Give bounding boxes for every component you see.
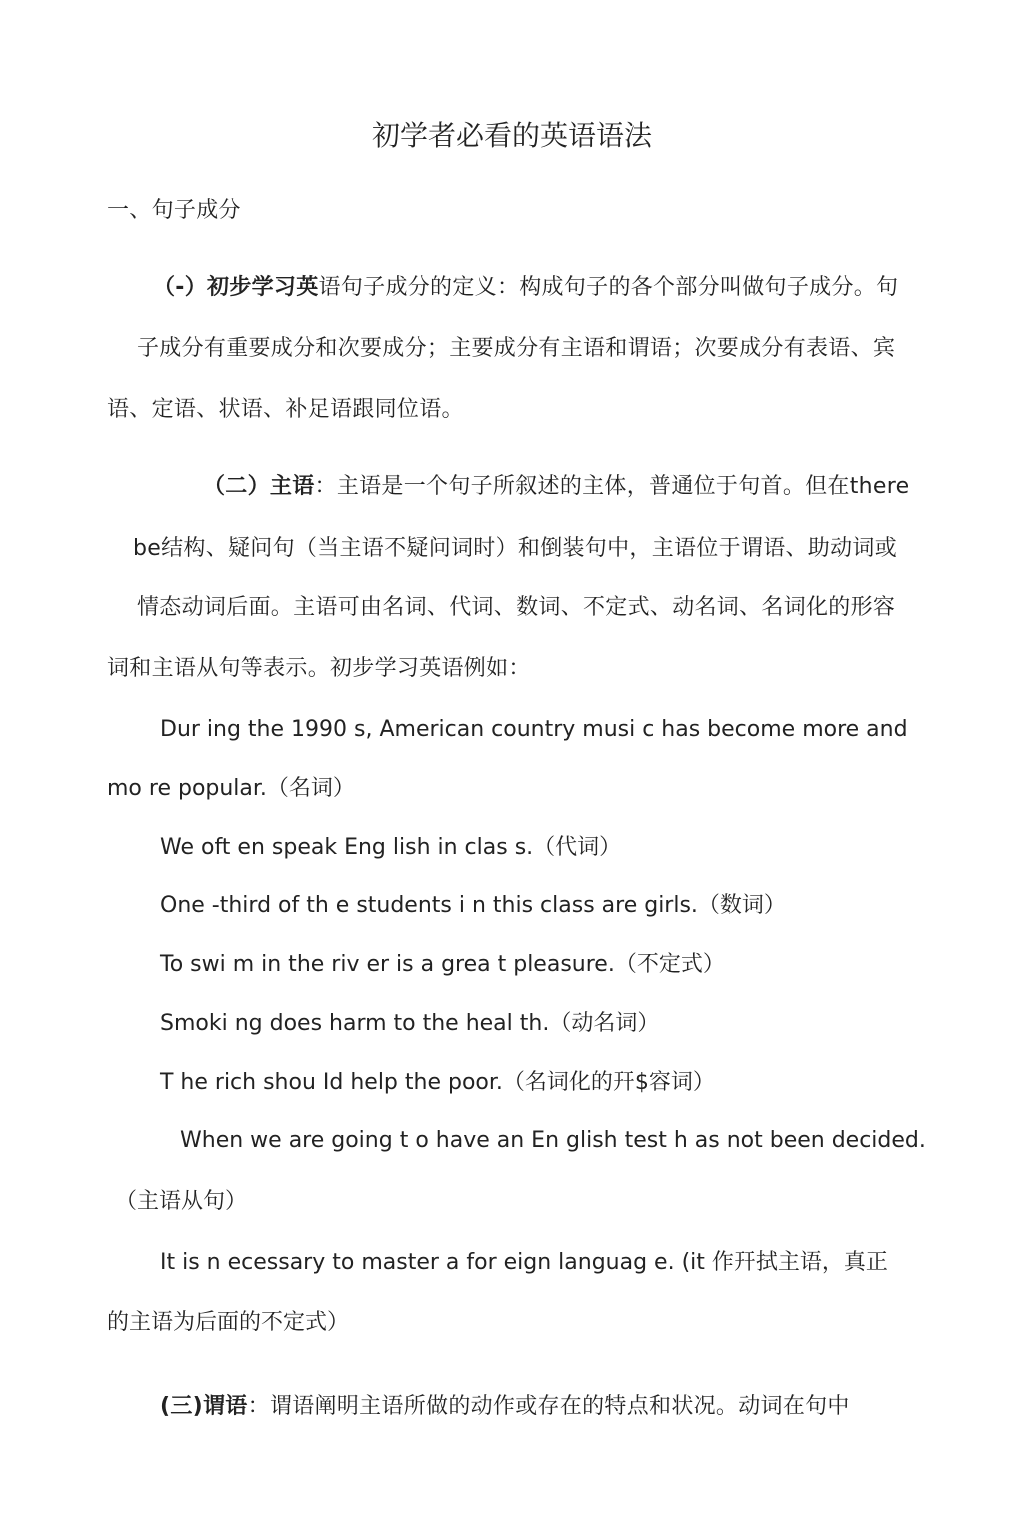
paragraph-1-line-2: 子成分有重要成分和次要成分；主要成分有主语和谓语；次要成分有表语、宾 [137,336,896,361]
paragraph-2-line-2: be结构、疑问句（当主语不疑问词时）和倒装句中，主语位于谓语、助动词或 [133,536,898,561]
paragraph-1-line-1 [153,273,898,303]
paragraph-2-text: ：主语是一个句子所叙述的主体，普通位于句首。但在there [314,474,910,499]
paragraph-2-line-3: 情态动词后面。主语可由名词、代词、数词、不定式、动名词、名词化的形容 [137,595,896,620]
document-title: 初学者必看的英语语法 [371,119,652,152]
paragraph-3-line-1 [160,1392,850,1422]
example-line-4: One -third of th e students i n this class are girls.（数词） [160,893,786,918]
paragraph-1-text: 语句子成分的定义：构成句子的各个部分叫做句子成分。句 [318,275,899,300]
paragraph-2-line-1 [203,472,909,502]
paragraph-2-label: （二）主语 [203,474,315,499]
example-line-3: We oft en speak Eng lish in clas s.（代词） [160,835,622,860]
example-line-2: mo re popular.（名词） [107,776,355,801]
paragraph-3-text: ：谓语阐明主语所做的动作或存在的特点和状况。动词在句中 [247,1394,850,1419]
example-line-1: Dur ing the 1990 s, American country musi c has become more and [160,717,908,742]
paragraph-2-line-4: 词和主语从句等表示。初步学习英语例如： [107,656,531,681]
paragraph-1-line-3: 语、定语、状语、补足语跟同位语。 [107,397,464,422]
paragraph-3-label: (三)谓语 [160,1394,248,1419]
example-line-8: When we are going t o have an En glish test h as not been decided. [180,1128,926,1153]
section-heading: 一、句子成分 [107,198,241,223]
example-line-6: Smoki ng does harm to the heal th.（动名词） [160,1011,660,1036]
example-line-10: It is n ecessary to master a for eign languag e. (it 作幵拭主语，真正 [160,1250,888,1275]
paragraph-1-label: （-）初步学习英 [153,275,319,300]
example-line-7: T he rich shou Id help the poor.（名词化的幵$容词） [160,1070,715,1095]
example-line-11: 的主语为后面的不定式） [107,1310,350,1335]
example-line-9: （主语从句） [115,1189,248,1214]
example-line-5: To swi m in the riv er is a grea t pleasure.（不定式） [160,952,725,977]
